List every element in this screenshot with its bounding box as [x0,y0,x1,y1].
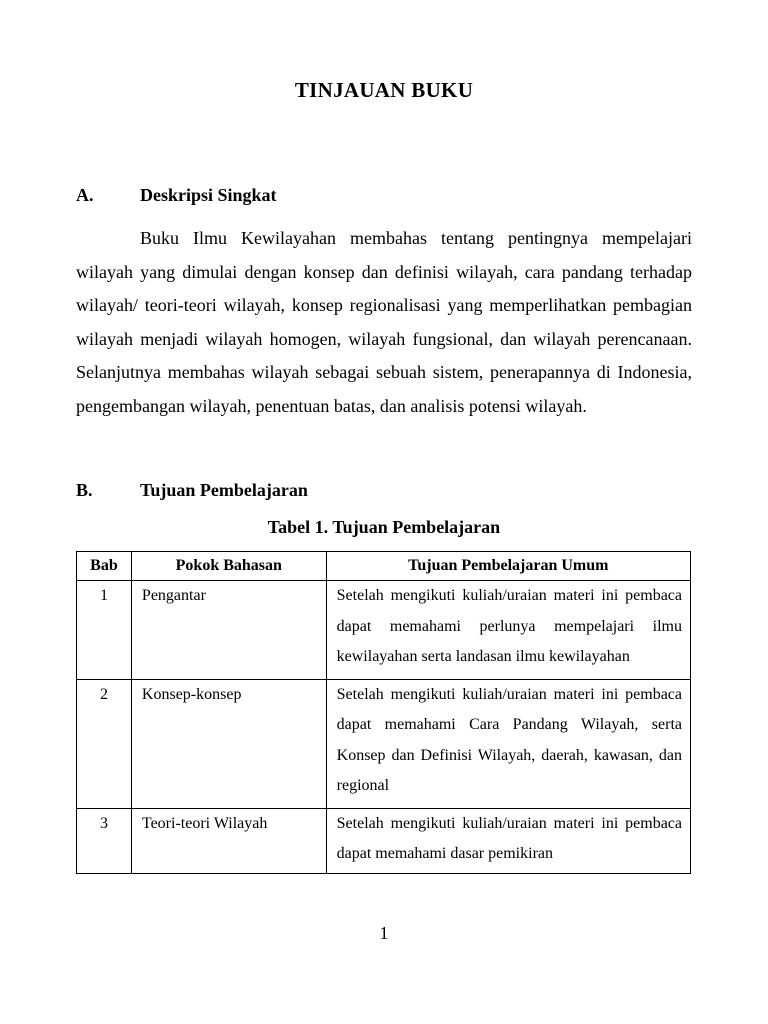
row-bab: 3 [77,808,132,873]
header-bab: Bab [77,552,132,581]
row-bab: 2 [77,679,132,808]
section-a-heading [76,185,277,206]
row-goal: Setelah mengikuti kuliah/uraian materi ini pembaca dapat memahami Cara Pandang Wilayah, serta Konsep dan Definisi Wilayah, daerah, kawasan, dan regional [326,679,690,808]
row-topic: Pengantar [131,581,326,680]
table-caption: Tabel 1. Tujuan Pembelajaran [267,517,501,537]
table-row [77,808,691,873]
section-a-paragraph: Buku Ilmu Kewilayahan membahas tentang pentingnya mempelajari wilayah yang dimulai dengan konsep dan definisi wilayah, cara pandang terhadap wilayah/ teori-teori wilayah, konsep regionalisasi yang memperlihatkan pembagian wilayah menjadi wilayah homogen, wilayah fungsional, dan wilayah perencanaan. Selanjutnya membahas wilayah sebagai sebuah sistem, penerapannya di Indonesia, pengembangan wilayah, penentuan batas, dan analisis potensi wilayah. [76,228,692,416]
section-a-title: Deskripsi Singkat [140,185,277,205]
row-goal: Setelah mengikuti kuliah/uraian materi ini pembaca dapat memahami perlunya mempelajari ilmu kewilayahan serta landasan ilmu kewilayahan [326,581,690,680]
page-title: TINJAUAN BUKU [294,78,474,102]
header-topic: Pokok Bahasan [131,552,326,581]
header-goal: Tujuan Pembelajaran Umum [326,552,690,581]
page-number: 1 [379,923,389,943]
table-row [77,581,691,680]
learning-goals-table [76,551,691,874]
row-topic: Teori-teori Wilayah [131,808,326,873]
table-header-row [77,552,691,581]
table-row [77,679,691,808]
row-goal: Setelah mengikuti kuliah/uraian materi ini pembaca dapat memahami dasar pemikiran [326,808,690,873]
section-b-heading [76,480,308,501]
row-topic: Konsep-konsep [131,679,326,808]
row-bab: 1 [77,581,132,680]
section-b-letter: B. [76,480,93,500]
section-a-letter: A. [76,185,94,205]
section-b-title: Tujuan Pembelajaran [140,480,308,500]
